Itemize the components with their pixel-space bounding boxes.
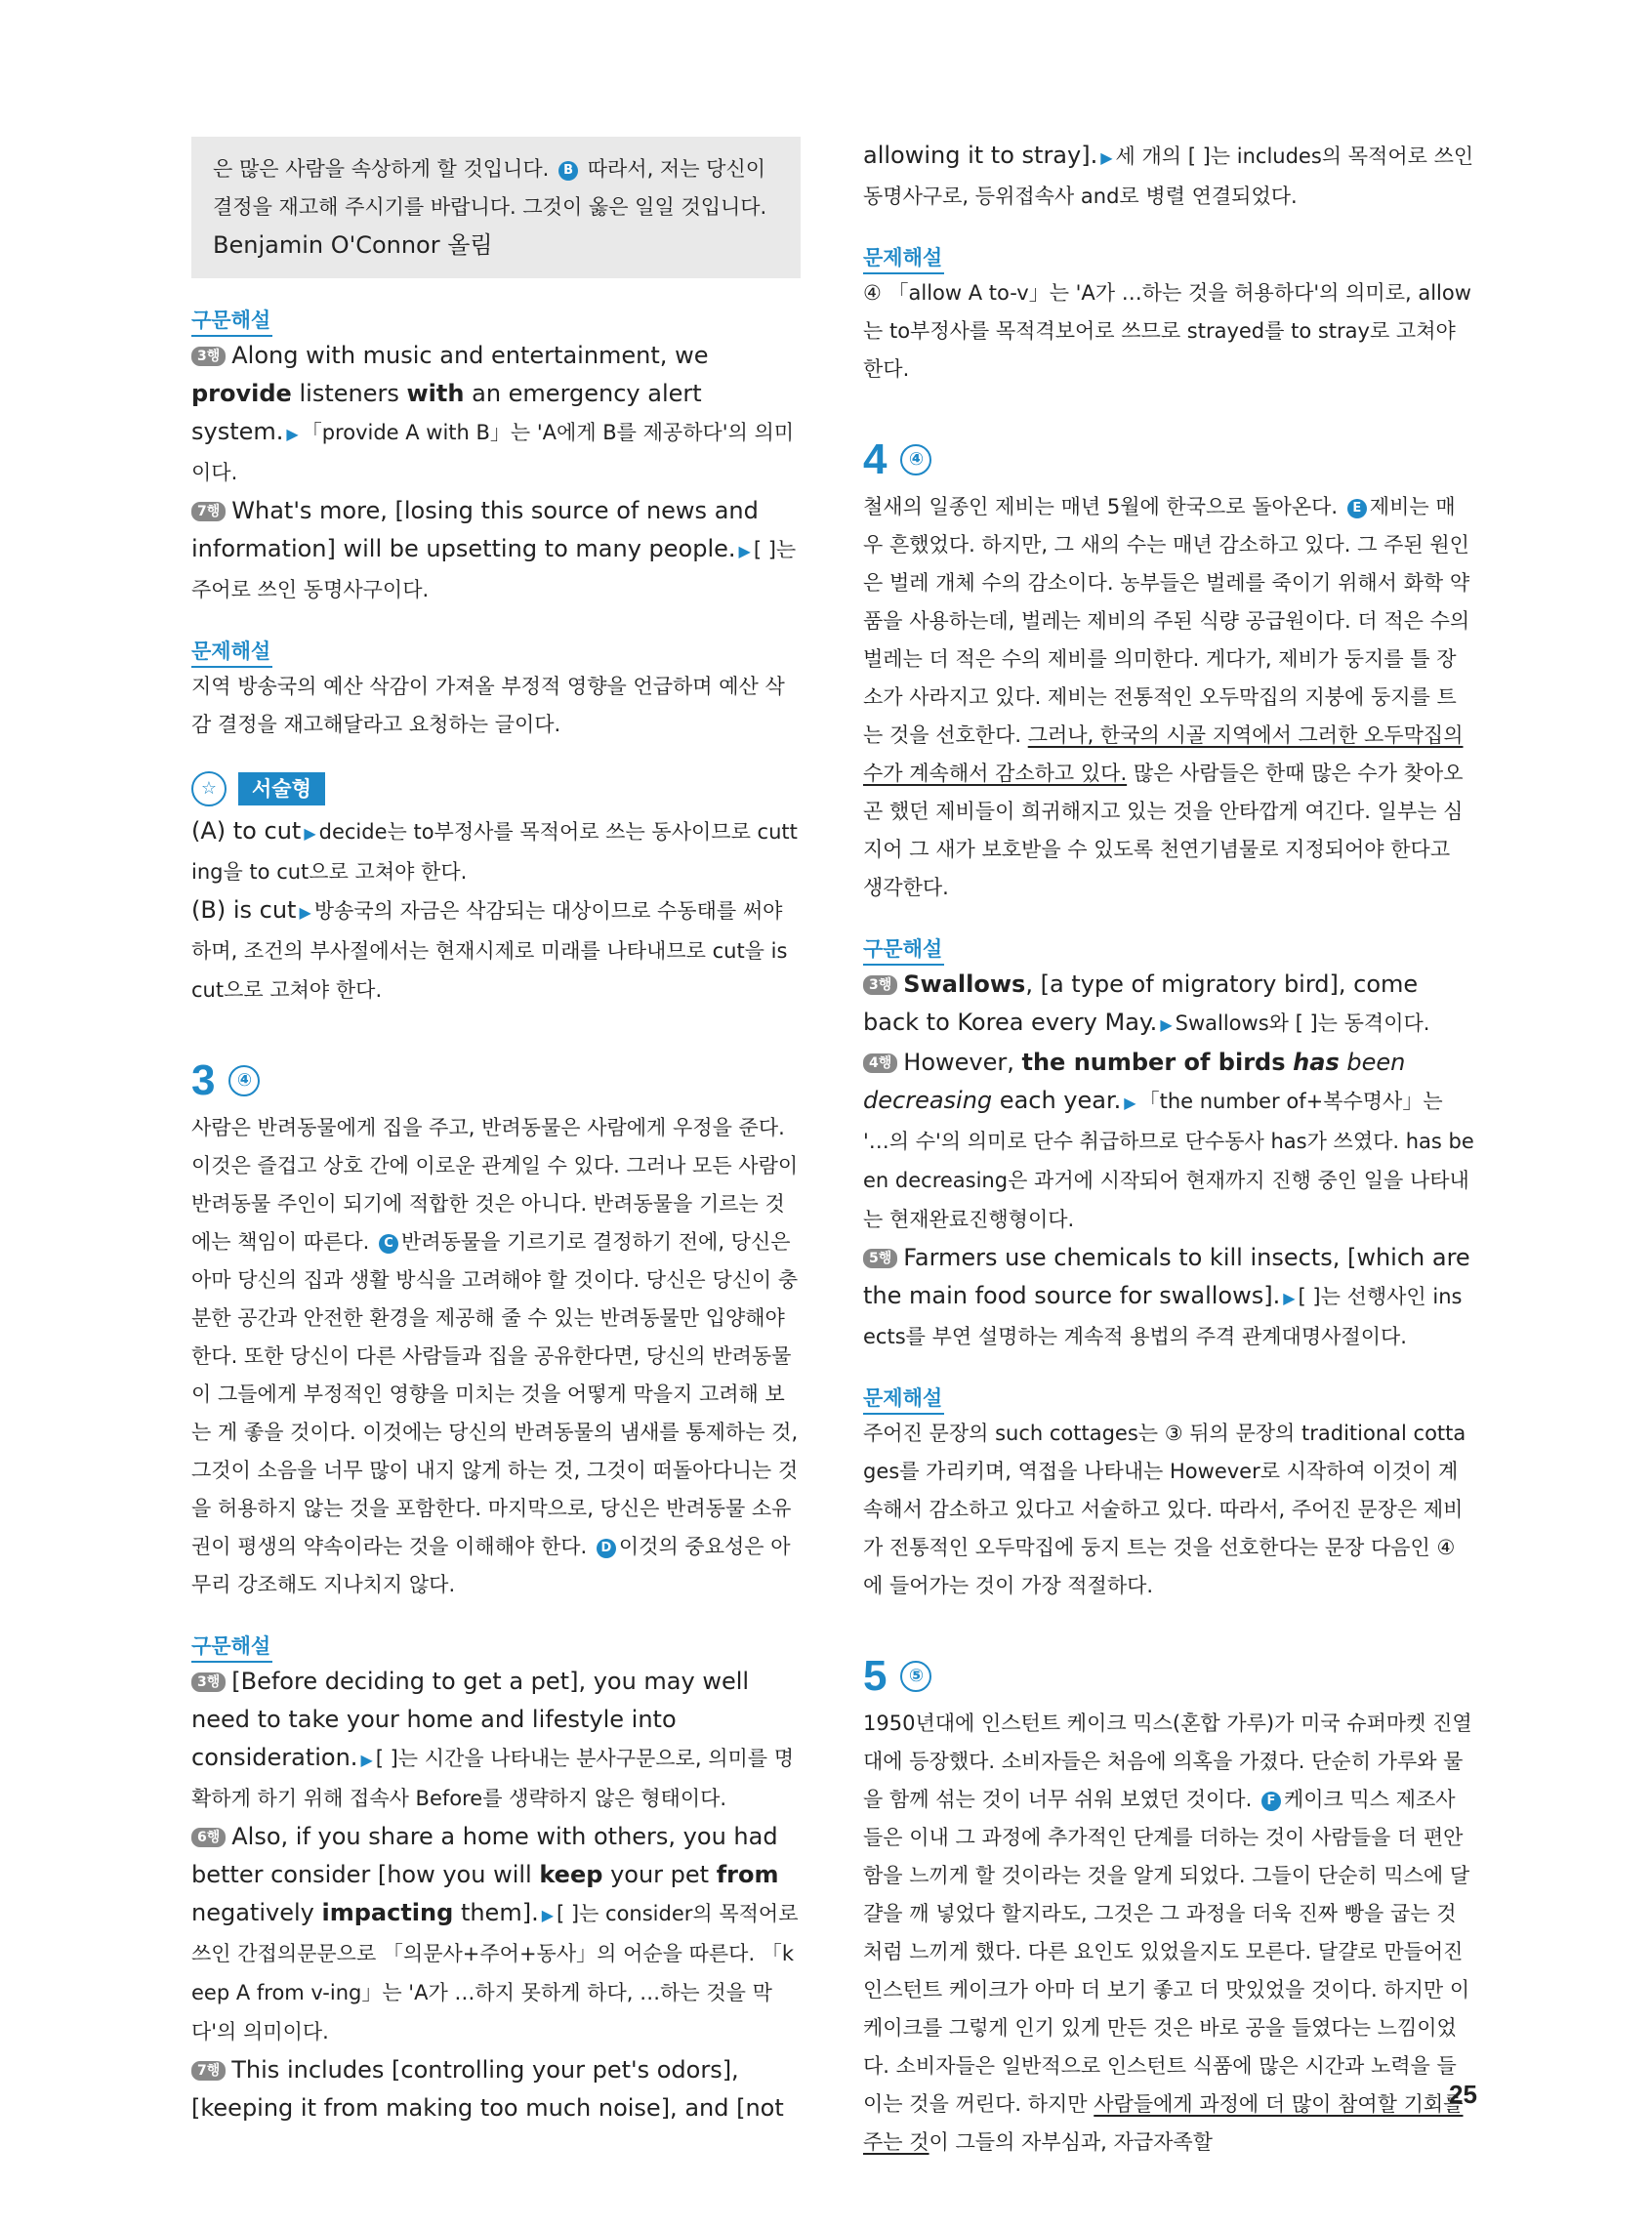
question-number: 5 [863,1652,888,1700]
triangle-icon: ▶ [286,425,299,443]
translation-text: 제비는 매우 흔했었다. 하지만, 그 새의 수는 매년 감소하고 있다. 그 주된 원인은 벌레 개체 수의 감소이다. 농부들은 벌레를 죽이기 위해서 화학 약품을 사용하는데, 벌레는 제비의 주된 식량 공급원이다. 더 적은 수의 벌레는 더 적은 수의 제비를 의미한다. 게다가, 제비가 둥지를 틀 장소가 사라지고 있다. 제비는 전통적인 오두막집의 지붕에 둥지를 트는 것을 선호한다. [863,495,1470,747]
question-4-header [863,435,1474,484]
syntax-item [191,492,801,609]
triangle-icon: ▶ [304,824,316,843]
item-text: What's more, [losing this source of news and information] will be upsetting to many people. [191,497,759,562]
item-text: allowing it to stray]. [863,142,1098,169]
question-number: 3 [191,1056,216,1104]
item-italic: been decreasing [863,1049,1406,1114]
explanation-text: ④ 「allow A to-v」는 'A가 …하는 것을 허용하다'의 의미로, allow는 to부정사를 목적격보어로 쓰므로 strayed를 to stray로 고쳐야 한다. [863,281,1471,381]
answer-circle: ④ [228,1065,260,1096]
triangle-icon: ▶ [738,542,751,560]
question-3-translation [191,1109,801,1604]
answer-body: decide는 to부정사를 목적어로 쓰는 동사이므로 cutting을 to cut으로 고쳐야 한다. [191,820,798,884]
item-note: [ ]는 주어로 쓰인 동명사구이다. [191,538,797,601]
item-note: [ ]는 시간을 나타내는 분사구문으로, 의미를 명확하게 하기 위해 접속사 Before를 생략하지 않은 형태이다. [191,1747,795,1810]
marker-c-icon: C [379,1234,398,1254]
triangle-icon: ▶ [1160,1015,1173,1034]
syntax-item [863,966,1474,1044]
marker-b-icon: B [558,161,578,181]
item-bold: Swallows [903,970,1026,998]
answer-head: (A) to cut [191,817,302,845]
box-signature: Benjamin O'Connor 올림 [213,231,493,259]
item-bold: provide [191,380,292,407]
section-title: 구문해설 [863,934,944,966]
syntax-item [191,337,801,492]
line-badge: 3행 [191,347,226,366]
triangle-icon: ▶ [1124,1094,1136,1112]
syntax-item [191,2051,801,2127]
syntax-item [863,1044,1474,1239]
line-badge: 4행 [863,1053,897,1073]
item-text: , [a type of migratory bird], come back to Korea every May. [863,970,1419,1036]
box-line1b: 따라서, 저는 당신이 결정을 재고해 주시기를 바랍니다. 그것이 옳은 일일 것입니다. [213,157,767,219]
item-note: 「the number of+복수명사」는 '…의 수'의 의미로 단수 취급하므로 단수동사 has가 쓰였다. has been decreasing은 과거에 시작되어 현재까지 진행 중인 일을 나타내는 현재완료진행형이다. [863,1090,1474,1231]
item-bold-italic: has [1293,1049,1340,1076]
item-bold: keep [539,1861,603,1888]
triangle-icon: ▶ [1283,1289,1296,1307]
item-text: negatively [191,1899,314,1926]
item-text: However, [903,1049,1014,1076]
underlined-text: 사람들에게 과정에 더 많이 참여할 기회를 주는 것 [863,2092,1464,2154]
syntax-item [863,1239,1474,1356]
star-badge-icon: ☆ [191,771,227,806]
item-text: This includes [controlling your pet's odors], [keeping it from making too much noise], and [not [191,2056,784,2122]
triangle-icon: ▶ [299,903,311,922]
triangle-icon: ▶ [1100,148,1113,167]
box-text [213,150,779,227]
translation-text: 케이크 믹스 제조사들은 이내 그 과정에 추가적인 단계를 더하는 것이 사람들을 더 편안함을 느끼게 할 것이라는 것을 알게 되었다. 그들이 단순히 믹스에 달걀을 깨 넣었다 할지라도, 그것은 그 과정을 더욱 진짜 빵을 굽는 것처럼 느끼게 했다. 다른 요인도 있었을지도 모른다. 달걀로 만들어진 인스턴트 케이크가 아마 더 보기 좋고 더 맛있었을 것이다. 하지만 이 케이크를 그렇게 인기 있게 만든 것은 바로 공을 들였다는 느낌이었다. 소비자들은 일반적으로 인스턴트 식품에 많은 시간과 노력을 들이는 것을 꺼린다. 하지만 [863,1788,1470,2116]
line-badge: 7행 [191,502,226,521]
syntax-item [191,1663,801,1818]
right-column [863,137,1474,2162]
answer-circle: ④ [900,444,931,475]
answer-circle: ⑤ [900,1661,931,1692]
item-text: [Before deciding to get a pet], you may well need to take your home and lifestyle into consideration. [191,1668,750,1771]
essay-header [191,771,801,806]
question-4-translation [863,488,1474,907]
explanation-section-2 [863,243,1474,389]
triangle-icon: ▶ [360,1751,373,1769]
continued-syntax [863,137,1474,216]
section-title: 구문해설 [191,306,272,337]
syntax-item [191,1818,801,2051]
question-5-translation [863,1705,1474,2162]
translation-text: 반려동물을 기르기로 결정하기 전에, 당신은 아마 당신의 집과 생활 방식을 고려해야 할 것이다. 당신은 당신이 충분한 공간과 안전한 환경을 제공해 줄 수 있는 반려동물만 입양해야 한다. 또한 당신이 다른 사람들과 집을 공유한다면, 당신의 반려동물이 그들에게 부정적인 영향을 미치는 것을 어떻게 막을지 고려해 보는 게 좋을 것이다. 이것에는 당신의 반려동물의 냄새를 통제하는 것, 그것이 소음을 너무 많이 내지 않게 하는 것, 그것이 떠돌아다니는 것을 허용하지 않는 것을 포함한다. 마지막으로, 당신은 반려동물 소유권이 평생의 약속이라는 것을 이해해야 한다. [191,1230,799,1558]
item-text: Along with music and entertainment, we [231,342,709,369]
essay-label: 서술형 [238,772,325,805]
section-title: 문제해설 [863,1383,944,1415]
letter-translation-box [191,137,801,278]
item-text: Also, if you share a home with others, you had better consider [how you will [191,1823,778,1888]
translation-text: 사람은 반려동물에게 집을 주고, 반려동물은 사람에게 우정을 준다. 이것은 즐겁고 상호 간에 이로운 관계일 수 있다. 그러나 모든 사람이 반려동물 주인이 되기에 적합한 것은 아니다. 반려동물을 기르는 것에는 책임이 따른다. [191,1116,799,1254]
syntax-section-4 [863,934,1474,1356]
translation-text: 이 그들의 자부심과, 자급자족할 [929,2130,1213,2154]
question-3-header [191,1056,801,1105]
line-badge: 3행 [863,975,897,995]
item-text: each year. [999,1087,1122,1114]
item-note: [ ]는 선행사인 insects를 부연 설명하는 계속적 용법의 주격 관계대명사절이다. [863,1285,1463,1348]
item-bold: from [716,1861,779,1888]
item-note: Swallows와 [ ]는 동격이다. [1175,1011,1430,1035]
section-title: 문제해설 [863,243,944,274]
item-text: your pet [610,1861,710,1888]
item-text: an emergency alert system. [191,380,702,445]
syntax-section-3 [191,1631,801,2127]
answer-body: 방송국의 자금은 삭감되는 대상이므로 수동태를 써야 하며, 조건의 부사절에서는 현재시제로 미래를 나타내므로 cut을 is cut으로 고쳐야 한다. [191,899,788,1002]
translation-text: 많은 사람들은 한때 많은 수가 찾아오곤 했던 제비들이 희귀해지고 있는 것을 안타깝게 여긴다. 일부는 심지어 그 새가 보호받을 수 있도록 천연기념물로 지정되어야 한다고 생각한다. [863,762,1464,899]
item-text: them]. [460,1899,539,1926]
answer-head: (B) is cut [191,896,297,924]
line-badge: 6행 [191,1828,226,1847]
item-bold: the number of birds [1021,1049,1286,1076]
left-column [191,137,801,2127]
box-line1: 은 많은 사람을 속상하게 할 것입니다. [213,157,550,181]
item-text: listeners [299,380,399,407]
item-bold: with [406,380,465,407]
translation-text: 이것의 중요성은 아무리 강조해도 지나치지 않다. [191,1535,791,1596]
question-number: 4 [863,435,888,483]
item-note: 세 개의 [ ]는 includes의 목적어로 쓰인 동명사구로, 등위접속사 and로 병렬 연결되었다. [863,144,1474,208]
marker-d-icon: D [597,1539,616,1558]
line-badge: 7행 [191,2061,226,2081]
essay-answer-a [191,812,801,891]
item-bold: impacting [321,1899,454,1926]
line-badge: 5행 [863,1249,897,1268]
item-note: [ ]는 consider의 목적어로 쓰인 간접의문문으로 「의문사+주어+동사」의 어순을 따른다. 「keep A from v-ing」는 'A가 …하지 못하게 하다, …하는 것을 막다'의 의미이다. [191,1902,799,2043]
triangle-icon: ▶ [541,1906,555,1924]
item-text: Farmers use chemicals to kill insects, [which are the main food source for swallows]. [863,1244,1470,1309]
explanation-text: 지역 방송국의 예산 삭감이 가져올 부정적 영향을 언급하며 예산 삭감 결정을 재고해달라고 요청하는 글이다. [191,675,785,736]
translation-text: 1950년대에 인스턴트 케이크 믹스(혼합 가루)가 미국 슈퍼마켓 진열대에 등장했다. 소비자들은 처음에 의혹을 가졌다. 단순히 가루와 물을 함께 섞는 것이 너무 쉬워 보였던 것이다. [863,1712,1472,1811]
essay-answer-b [191,891,801,1010]
marker-e-icon: E [1347,499,1367,518]
line-badge: 3행 [191,1672,226,1692]
explanation-section-1 [191,637,801,744]
marker-f-icon: F [1261,1792,1281,1811]
question-5-header [863,1652,1474,1701]
page-number: 25 [1449,2080,1477,2109]
item-note: 「provide A with B」는 'A에게 B를 제공하다'의 의미이다. [191,421,795,484]
explanation-section-4 [863,1383,1474,1605]
syntax-section-1 [191,306,801,609]
explanation-text: 주어진 문장의 such cottages는 ③ 뒤의 문장의 traditional cottages를 가리키며, 역접을 나타내는 However로 시작하여 이것이 계속해서 감소하고 있다고 서술하고 있다. 따라서, 주어진 문장은 제비가 전통적인 오두막집에 둥지 트는 것을 선호한다는 문장 다음인 ④에 들어가는 것이 가장 적절하다. [863,1422,1466,1597]
section-title: 구문해설 [191,1631,272,1663]
section-title: 문제해설 [191,637,272,668]
translation-text: 철새의 일종인 제비는 매년 5월에 한국으로 돌아온다. [863,495,1339,518]
underlined-text: 그러나, 한국의 시골 지역에서 그러한 오두막집의 수가 계속해서 감소하고 있다. [863,723,1464,785]
